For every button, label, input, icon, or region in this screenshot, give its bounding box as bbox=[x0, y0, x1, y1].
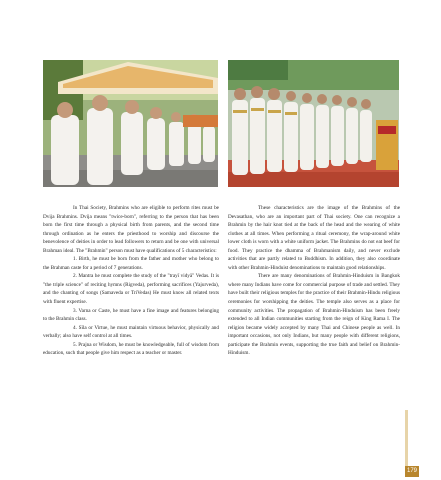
photo-brahmin-procession bbox=[43, 60, 218, 187]
paragraph-brahmin-intro: In Thai Society, Brahmins who are eligible to perform rites must be Dvija Brahmins. Dvija means "twice-born", referring to the person that has been born the first time through a physical birth from parents, and the second time through ordination as he enters the priesthood to worship and discourse the benevolence of deities in order to lead followers to return and be one with universal Brahman ideal. The "Brahmin" person must have qualifications of 5 characteristics: bbox=[43, 205, 219, 254]
paragraph-birth: 1. Birth, he must be born from the father and mother who belong to the Brahman caste for a period of 7 generations. bbox=[43, 256, 219, 271]
paragraph-sila: 4. Sīla or Virtue, he must maintain virtuous behavior, physically and verbally; also have self control at all times. bbox=[43, 324, 219, 340]
ceremony-photo-right-image bbox=[228, 60, 399, 187]
right-text-column bbox=[228, 204, 400, 358]
paragraph-prajna: 5. Prajna or Wisdom, he must be knowledgeable, full of wisdom from education, such that people give him respect as a teacher or master. bbox=[43, 341, 219, 357]
photo-officials-ceremony bbox=[228, 60, 399, 187]
paragraph-mantra: 2. Mantra he must complete the study of the "trayī vidyā" Vedas. It is "the triple science" of reciting hymns (Rigveda), performing sacrifices (Yajurveda), and the chanting of songs (Samaveda or TriVedas) He must know all related texts with fluent expertise. bbox=[43, 273, 219, 306]
paragraph-varna: 3. Varna or Caste, he must have a fine image and features belonging to the Brahmin class. bbox=[43, 307, 219, 323]
page-number: 179 bbox=[405, 466, 419, 477]
page-number-bar bbox=[405, 410, 408, 466]
ceremony-photo-left-image bbox=[43, 60, 218, 187]
paragraph-characteristics: These characteristics are the image of the Brahmins of the Devasathan, who are an important part of Thai society. One can recognize a Brahmin by the hair knot tied at the back of the head and the wearing of white clothes at all times. When performing a ritual ceremony, the wrap-around white lower cloth is worn with a white uniform jacket. The Brahmins do not eat beef for food. They practice the dhamma of Brahmanism daily, and never exclude activities that are partly related to Buddhism. In addition, they also coordinate with other Brahmin-Hinduist denominations to maintain good relationships. bbox=[228, 205, 400, 271]
paragraph-denominations: There are many denominations of Brahmin-Hinduism in Bangkok where many Indians have come for commercial purpose of trade and settled. They have built their religious temples for the practice of their Brahmin-Hindu religious ceremonies for worshipping the deities. The temple also serves as a place for community activities. The propagation of Brahmin-Hinduism has been freely extended to all Indian communities starting from the reign of King Rama I. The religion became widely accepted by many Thai and Chinese people as well. In important occasions, not only Indians, but many people with different religions, participate the Brahmin events, supporting the true faith and belief on Brahmin-Hinduism. bbox=[228, 273, 400, 357]
left-text-column bbox=[43, 204, 219, 358]
